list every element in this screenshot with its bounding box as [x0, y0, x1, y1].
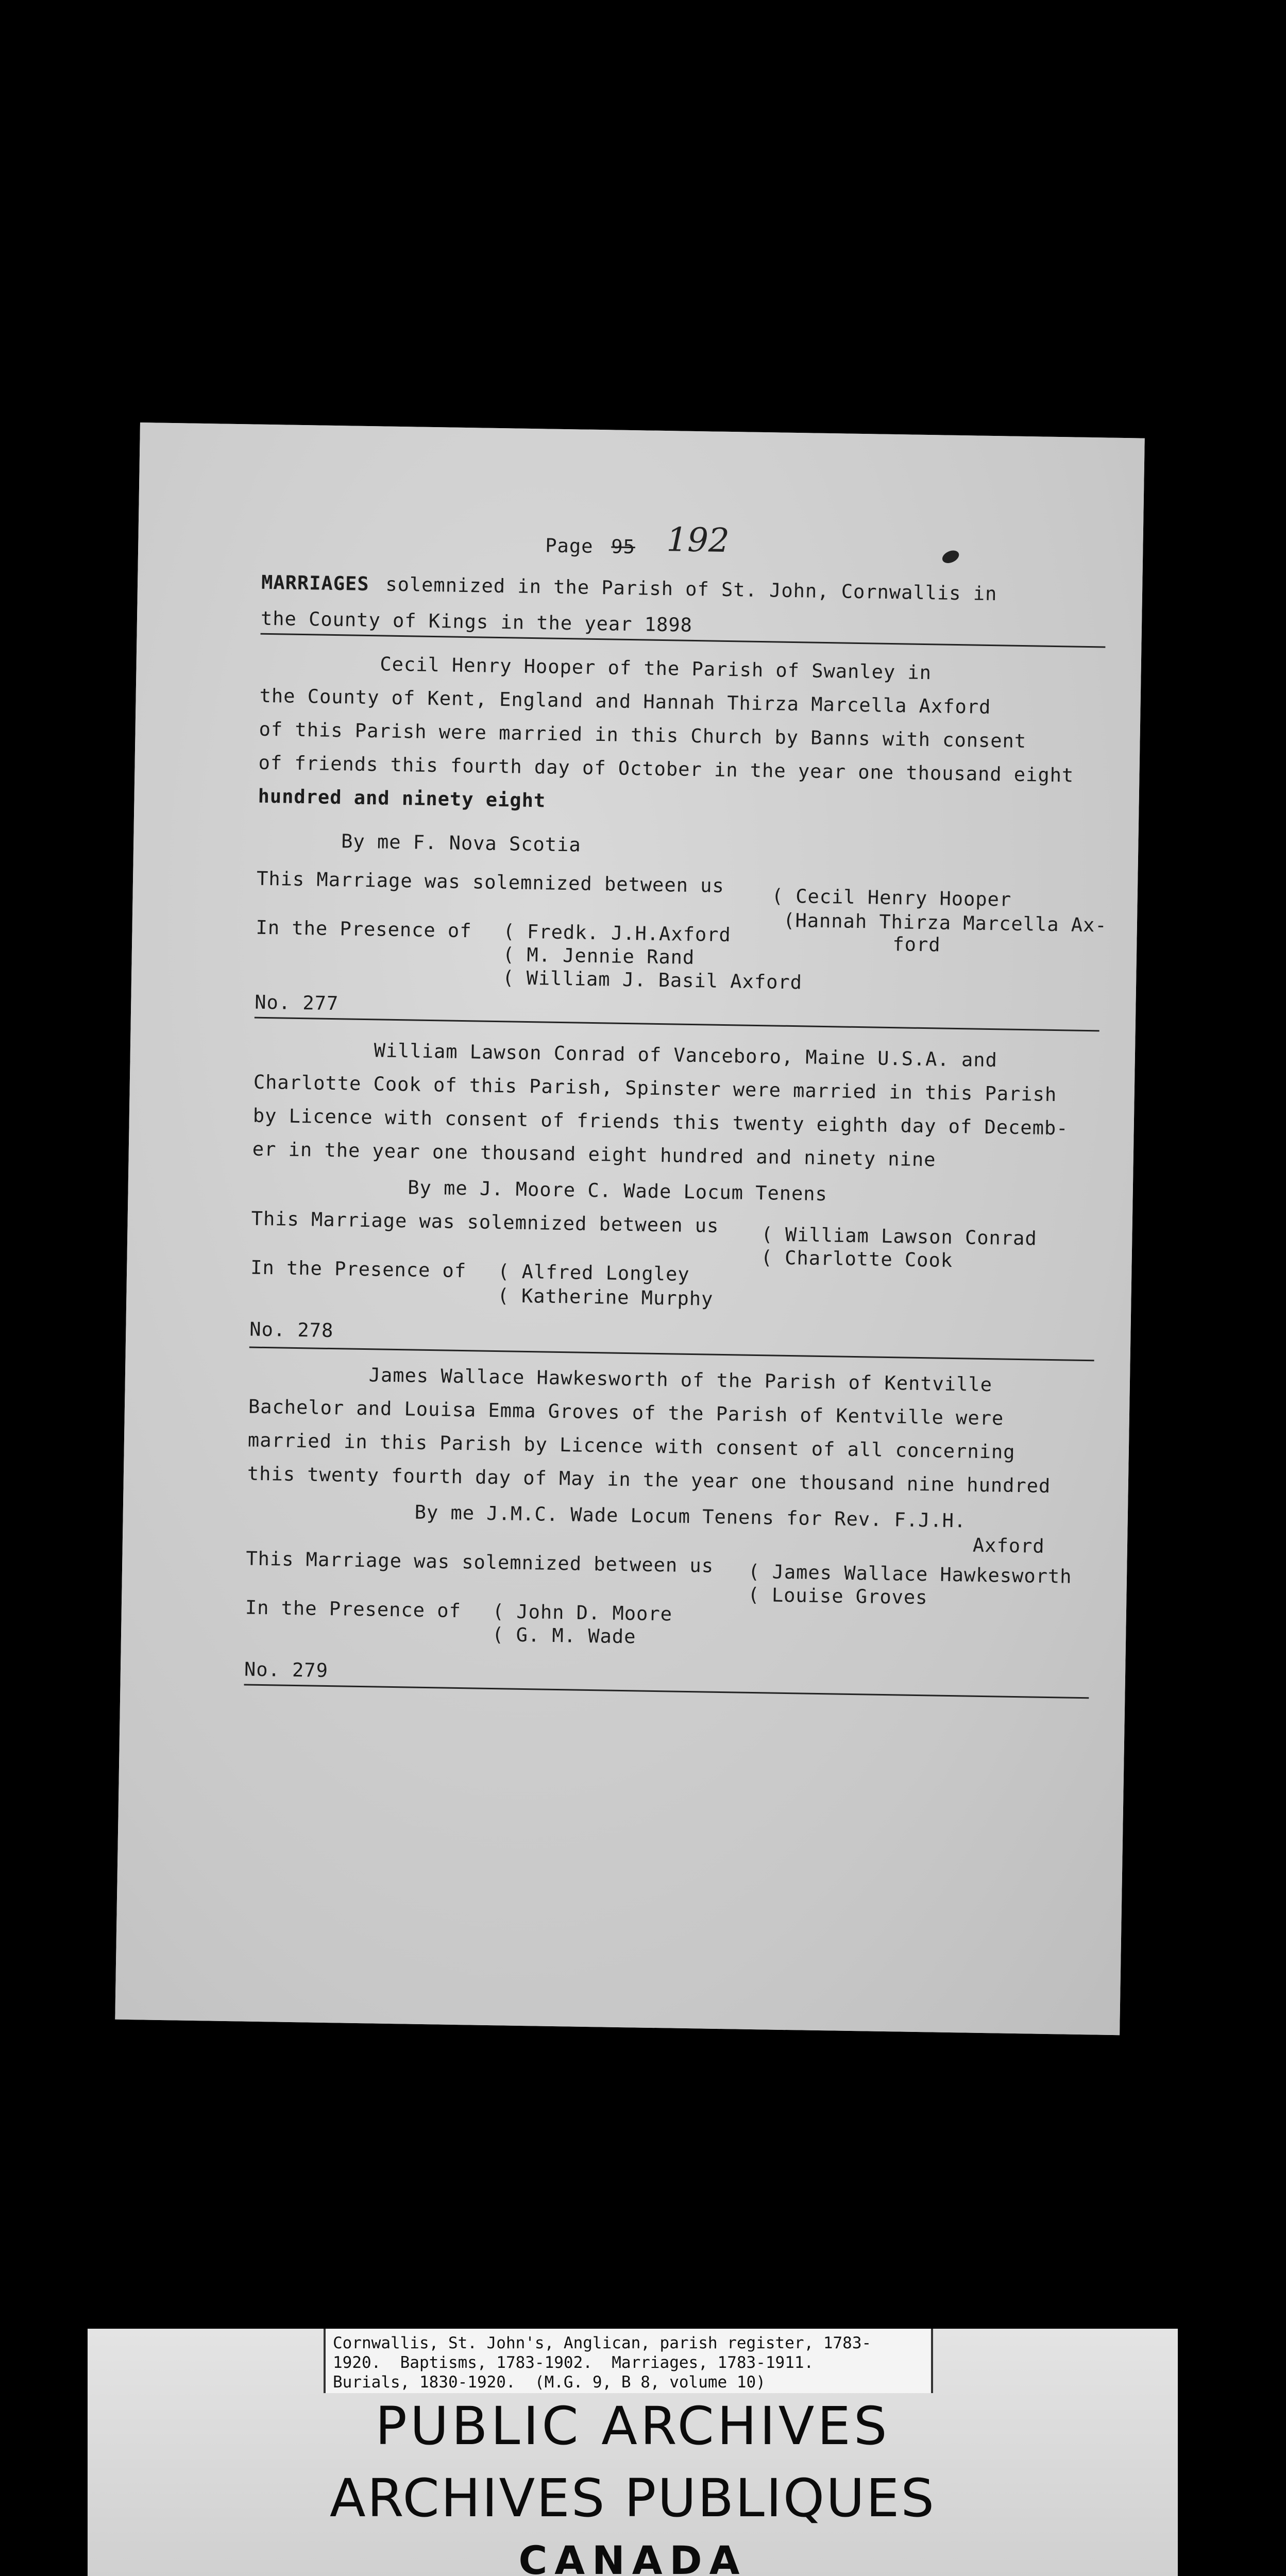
entry-line: the County of Kent, England and Hannah Thirza Marcella Axford [259, 684, 991, 719]
entry-line: by Licence with consent of friends this twenty eighth day of Decemb- [252, 1104, 1069, 1140]
witness: ( John D. Moore [492, 1600, 673, 1625]
witness: ( William J. Basil Axford [502, 967, 803, 994]
entry-line: William Lawson Conrad of Vanceboro, Maine U.S.A. and [253, 1037, 998, 1072]
entry-line: this twenty fourth day of May in the year one thousand nine hundred [247, 1462, 1051, 1498]
register-page [115, 422, 1144, 2035]
officiant: By me J. Moore C. Wade Locum Tenens [251, 1174, 828, 1206]
officiant-continued: Axford [972, 1534, 1045, 1557]
entry-number: No. 278 [249, 1318, 334, 1342]
archive-label [324, 2329, 933, 2393]
archives-publiques-title: ARCHIVES PUBLIQUES [329, 2468, 936, 2529]
witness: ( Fredk. J.H.Axford [503, 920, 732, 946]
witness: ( Katherine Murphy [497, 1284, 714, 1310]
label-line: Cornwallis, St. John's, Anglican, parish register, 1783- [333, 2334, 872, 2352]
heading-bold: MARRIAGES [261, 571, 369, 596]
party: ( William Lawson Conrad [761, 1223, 1038, 1250]
archive-card [88, 2329, 1178, 2576]
party: ( Charlotte Cook [760, 1246, 953, 1272]
officiant: By me J.M.C. Wade Locum Tenens for Rev. F.J.H. [246, 1498, 967, 1532]
entry-number: No. 279 [244, 1658, 329, 1682]
entry-line: married in this Parish by Licence with consent of all concerning [247, 1429, 1016, 1463]
entry-rule [244, 1684, 1089, 1699]
party: ford [796, 931, 941, 956]
witness: ( M. Jennie Rand [502, 943, 695, 969]
between-label: This Marriage was solemnized between us [246, 1547, 714, 1577]
between-label: This Marriage was solemnized between us [251, 1207, 719, 1237]
witness: ( Alfred Longley [497, 1260, 690, 1285]
public-archives-title: PUBLIC ARCHIVES [375, 2396, 890, 2457]
heading-line-2: the County of Kings in the year 1898 [260, 607, 693, 636]
label-line: 1920. Baptisms, 1783-1902. Marriages, 1783-1911. [333, 2353, 814, 2372]
party: ( Cecil Henry Hooper [771, 885, 1012, 911]
ink-blot [940, 548, 961, 566]
entry-line: er in the year one thousand eight hundred and ninety nine [252, 1138, 936, 1171]
entry-line: James Wallace Hawkesworth of the Parish of Kentville [248, 1362, 993, 1396]
page-label: Page [545, 534, 594, 557]
presence-label: In the Presence of [256, 916, 472, 942]
witness: ( G. M. Wade [492, 1623, 636, 1648]
entry-number: No. 277 [255, 991, 339, 1015]
entry-rule [249, 1347, 1094, 1362]
presence-label: In the Presence of [250, 1256, 467, 1282]
label-line: Burials, 1830-1920. (M.G. 9, B 8, volume 10) [333, 2373, 766, 2392]
heading-line-1: solemnized in the Parish of St. John, Cornwallis in [373, 573, 997, 605]
entry-line: Charlotte Cook of this Parish, Spinster were married in this Parish [253, 1071, 1057, 1106]
entry-line: of this Parish were married in this Church by Banns with consent [259, 718, 1027, 753]
officiant: By me F. Nova Scotia [257, 828, 582, 856]
page-number-handwritten: 192 [666, 521, 730, 560]
presence-label: In the Presence of [245, 1596, 462, 1622]
entry-line: Bachelor and Louisa Emma Groves of the Parish of Kentville were [248, 1395, 1004, 1430]
entry-line: Cecil Henry Hooper of the Parish of Swanley in [260, 651, 932, 684]
entry-rule [255, 1017, 1099, 1032]
between-label: This Marriage was solemnized between us [256, 867, 725, 897]
party: ( Louise Groves [748, 1583, 928, 1609]
entry-line: of friends this fourth day of October in the year one thousand eight [258, 751, 1074, 787]
party: (Hannah Thirza Marcella Ax- [771, 909, 1107, 937]
canada-title: CANADA [518, 2537, 747, 2576]
party: ( James Wallace Hawkesworth [748, 1560, 1072, 1588]
entry-line: hundred and ninety eight [258, 785, 546, 812]
page-number-struck: 95 [611, 535, 636, 558]
